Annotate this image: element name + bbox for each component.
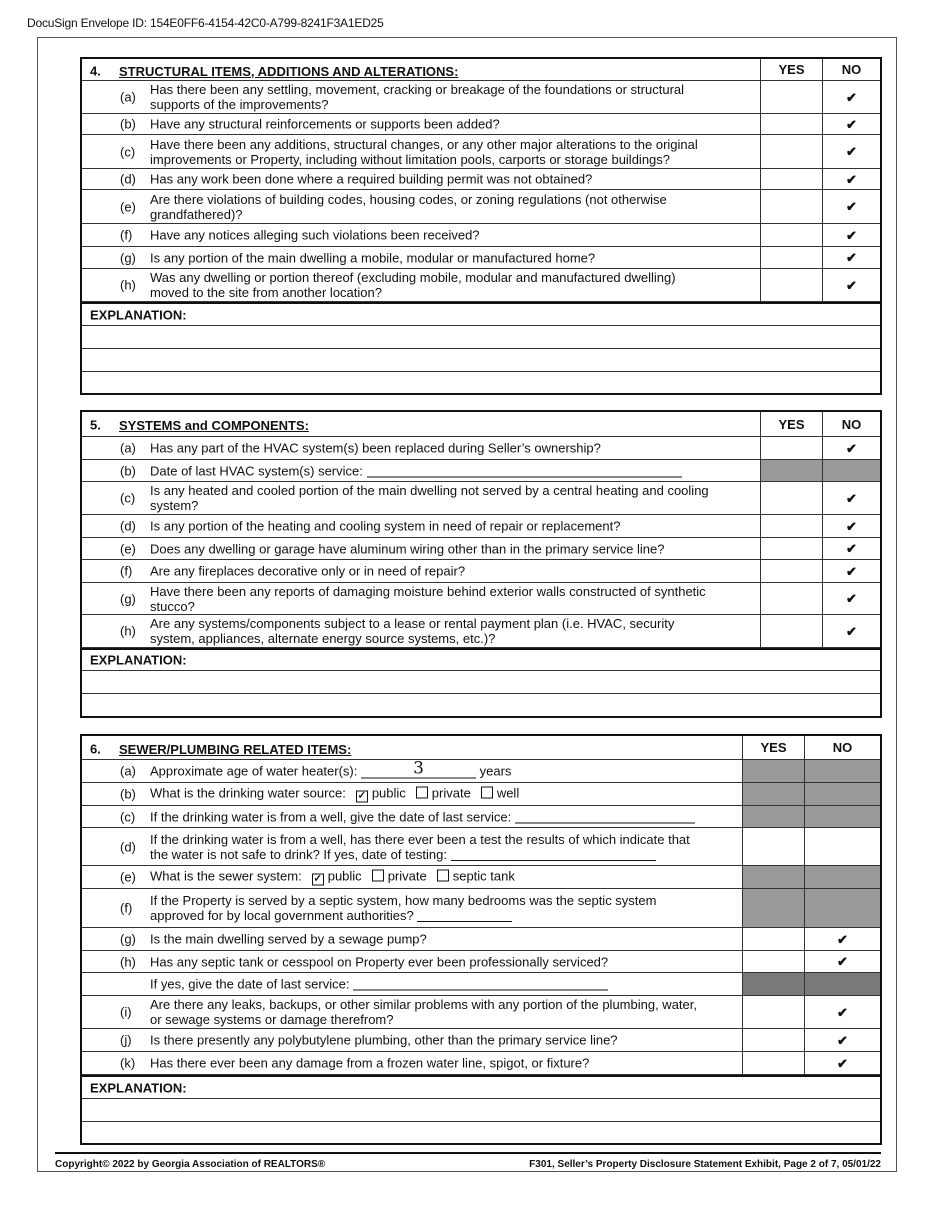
question-text: If the Property is served by a septic system, how many bedrooms was the septic system approved for by local government authorities? xyxy=(150,893,657,923)
fill-in-field[interactable] xyxy=(451,848,656,861)
question-row xyxy=(82,973,880,996)
question-text: Have there been any reports of damaging moisture behind exterior walls constructed of synthetic stucco? xyxy=(150,583,706,614)
no-cell[interactable] xyxy=(822,538,880,559)
no-cell[interactable] xyxy=(822,560,880,582)
section-number: 4. xyxy=(90,62,101,78)
section-title: SEWER/PLUMBING RELATED ITEMS: xyxy=(119,741,352,757)
question-text: Date of last HVAC system(s) service: xyxy=(150,463,682,478)
checkmark-icon: ✔ xyxy=(837,1055,848,1071)
question-row xyxy=(82,190,880,224)
question-row xyxy=(82,615,880,648)
fill-in-field[interactable] xyxy=(515,810,695,823)
question-row xyxy=(82,1052,880,1075)
fill-in-value: 3 xyxy=(413,758,424,779)
yes-cell[interactable] xyxy=(742,828,804,865)
no-cell[interactable] xyxy=(804,1052,880,1074)
question-text: Is the main dwelling served by a sewage pump? xyxy=(150,931,427,947)
no-cell xyxy=(804,973,880,995)
checkmark-icon: ✔ xyxy=(846,199,857,214)
question-letter: (b) xyxy=(120,786,136,802)
yes-cell[interactable] xyxy=(760,437,822,459)
question-row xyxy=(82,269,880,302)
yes-cell[interactable] xyxy=(760,169,822,189)
question-row xyxy=(82,583,880,615)
checkmark-icon: ✔ xyxy=(837,1004,848,1020)
question-text: What is the drinking water source: ✓ public private well xyxy=(150,785,520,802)
question-letter: (a) xyxy=(120,440,136,456)
question-row xyxy=(82,760,880,783)
question-row xyxy=(82,806,880,828)
section-header xyxy=(82,59,880,81)
checkmark-icon: ✔ xyxy=(846,250,857,265)
question-row xyxy=(82,996,880,1029)
question-text: Is any portion of the heating and cooling system in need of repair or replacement? xyxy=(150,518,621,534)
yes-cell: YES xyxy=(742,736,804,759)
checkbox-well[interactable] xyxy=(481,787,493,799)
yes-cell[interactable] xyxy=(760,269,822,301)
yes-cell[interactable] xyxy=(760,615,822,647)
question-letter: (g) xyxy=(120,931,136,947)
question-text: Are there violations of building codes, housing codes, or zoning regulations (not otherwise grandfathered)? xyxy=(150,191,667,222)
no-cell[interactable] xyxy=(822,269,880,301)
no-cell: NO xyxy=(804,736,880,759)
yes-cell[interactable] xyxy=(760,515,822,537)
explanation-label: EXPLANATION: xyxy=(90,307,187,322)
yes-cell[interactable] xyxy=(742,1052,804,1074)
checkmark-icon: ✔ xyxy=(846,89,857,105)
checkbox-public[interactable]: ✓ xyxy=(313,873,322,885)
explanation-label: EXPLANATION: xyxy=(90,652,187,668)
section-title: STRUCTURAL ITEMS, ADDITIONS AND ALTERATIONS: xyxy=(119,63,459,79)
checkbox-septic-tank[interactable] xyxy=(437,870,449,882)
question-letter: (e) xyxy=(120,541,136,556)
checkbox-label: septic tank xyxy=(452,868,515,884)
yes-cell: YES xyxy=(760,412,822,436)
question-text: Does any dwelling or garage have aluminum wiring other than in the primary service line? xyxy=(150,541,665,556)
checkbox-public[interactable]: ✓ xyxy=(357,790,366,802)
fill-in-field[interactable] xyxy=(353,978,608,991)
no-cell: NO xyxy=(822,412,880,436)
checkmark-icon: ✔ xyxy=(846,490,857,506)
question-row xyxy=(82,515,880,538)
envelope-id: DocuSign Envelope ID: 154E0FF6-4154-42C0-A799-8241F3A1ED25 xyxy=(27,16,384,30)
yes-cell[interactable] xyxy=(760,135,822,168)
no-cell[interactable] xyxy=(804,928,880,950)
yes-cell xyxy=(760,460,822,481)
question-row xyxy=(82,247,880,269)
fill-in-field[interactable] xyxy=(367,464,682,477)
explanation-line[interactable] xyxy=(82,694,880,718)
no-cell xyxy=(804,760,880,782)
explanation-line[interactable] xyxy=(82,1122,880,1145)
question-row xyxy=(82,81,880,114)
question-letter: (c) xyxy=(120,144,136,159)
section-title: SYSTEMS and COMPONENTS: xyxy=(119,418,309,433)
checkbox-label: public xyxy=(371,785,406,801)
question-letter: (g) xyxy=(120,250,136,265)
question-letter: (a) xyxy=(120,89,136,105)
question-row xyxy=(82,866,880,889)
no-cell[interactable] xyxy=(822,224,880,246)
no-cell xyxy=(804,889,880,927)
question-letter: (b) xyxy=(120,116,136,132)
yes-cell[interactable] xyxy=(742,928,804,950)
question-row xyxy=(82,437,880,460)
question-row xyxy=(82,928,880,951)
form-id: F301, Seller’s Property Disclosure Statement Exhibit, Page 2 of 7, 05/01/22 xyxy=(529,1159,881,1170)
question-row xyxy=(82,1029,880,1052)
question-row xyxy=(82,828,880,866)
no-cell[interactable] xyxy=(822,81,880,113)
checkbox-label: private xyxy=(387,868,427,884)
question-text: Has there ever been any damage from a frozen water line, spigot, or fixture? xyxy=(150,1055,590,1071)
yes-cell[interactable] xyxy=(760,538,822,559)
question-letter: (e) xyxy=(120,869,136,885)
yes-cell[interactable] xyxy=(760,224,822,246)
yes-cell xyxy=(742,760,804,782)
question-letter: (k) xyxy=(120,1055,136,1071)
question-letter: (i) xyxy=(120,1004,132,1020)
question-letter: (d) xyxy=(120,839,136,854)
yes-cell[interactable] xyxy=(742,996,804,1028)
question-letter: (c) xyxy=(120,490,136,506)
explanation-label-row xyxy=(82,1075,880,1099)
footer-divider xyxy=(55,1152,881,1154)
checkbox-label: well xyxy=(496,785,520,801)
yes-cell[interactable] xyxy=(760,114,822,134)
checkmark-icon: ✔ xyxy=(846,623,857,639)
question-row xyxy=(82,783,880,806)
question-text: Has any septic tank or cesspool on Property ever been professionally serviced? xyxy=(150,954,609,969)
checkmark-icon: ✔ xyxy=(846,116,857,132)
no-cell[interactable] xyxy=(822,169,880,189)
yes-cell[interactable] xyxy=(760,583,822,614)
question-text: Has there been any settling, movement, cracking or breakage of the foundations or structural supports of the improvements? xyxy=(150,82,685,112)
no-cell[interactable] xyxy=(822,615,880,647)
yes-cell[interactable] xyxy=(760,81,822,113)
section-header xyxy=(82,736,880,760)
question-row xyxy=(82,460,880,482)
no-cell[interactable] xyxy=(804,828,880,865)
no-cell: NO xyxy=(822,59,880,80)
no-cell[interactable] xyxy=(804,1029,880,1051)
question-text: Was any dwelling or portion thereof (excluding mobile, modular and manufactured dwelling) moved to the site from another location? xyxy=(150,270,676,300)
checkmark-icon: ✔ xyxy=(846,591,857,606)
question-letter: (g) xyxy=(120,591,136,606)
section-number: 5. xyxy=(90,417,101,433)
question-text: Are any systems/components subject to a lease or rental payment plan (i.e. HVAC, security system, appliances, alternate energy source systems, etc.)? xyxy=(150,616,675,646)
checkbox-label: public xyxy=(327,868,362,884)
question-text: If yes, give the date of last service: xyxy=(150,977,608,992)
question-letter: (h) xyxy=(120,954,136,969)
no-cell[interactable] xyxy=(804,951,880,972)
no-cell[interactable] xyxy=(822,437,880,459)
checkmark-icon: ✔ xyxy=(837,954,848,969)
no-cell xyxy=(804,783,880,805)
no-cell[interactable] xyxy=(822,190,880,223)
question-text: Have there been any additions, structural changes, or any other major alterations to the original improvements or Property, including without limitation pools, carports or storage buildings? xyxy=(150,136,698,167)
question-text: Is any heated and cooled portion of the main dwelling not served by a central heating and cooling system? xyxy=(150,483,709,513)
no-cell[interactable] xyxy=(822,135,880,168)
section-6 xyxy=(80,734,882,1145)
checkmark-icon: ✔ xyxy=(846,277,857,293)
question-letter: (h) xyxy=(120,277,136,293)
yes-cell xyxy=(742,866,804,888)
question-letter: (j) xyxy=(120,1032,132,1048)
question-letter: (f) xyxy=(120,563,133,579)
no-cell[interactable] xyxy=(822,515,880,537)
section-header xyxy=(82,412,880,437)
question-letter: (h) xyxy=(120,623,136,639)
question-letter: (f) xyxy=(120,900,133,916)
question-text: Have any structural reinforcements or supports been added? xyxy=(150,116,500,132)
unit-label: years xyxy=(479,763,512,779)
no-cell[interactable] xyxy=(822,583,880,614)
section-5 xyxy=(80,410,882,718)
question-text: Are there any leaks, backups, or other similar problems with any portion of the plumbing, water, or sewage systems or damage therefrom? xyxy=(150,997,697,1027)
explanation-line[interactable] xyxy=(82,1099,880,1122)
no-cell xyxy=(804,866,880,888)
checkmark-icon: ✔ xyxy=(846,563,857,579)
no-cell xyxy=(804,806,880,827)
explanation-line[interactable] xyxy=(82,372,880,395)
question-text: Is there presently any polybutylene plumbing, other than the primary service line? xyxy=(150,1032,618,1048)
copyright: Copyright© 2022 by Georgia Association of REALTORS® xyxy=(55,1159,326,1170)
question-text: If the drinking water is from a well, give the date of last service: xyxy=(150,809,695,824)
question-letter: (d) xyxy=(120,171,136,187)
question-text: Has any part of the HVAC system(s) been replaced during Seller’s ownership? xyxy=(150,440,601,456)
yes-cell[interactable] xyxy=(742,951,804,972)
checkmark-icon: ✔ xyxy=(846,227,857,243)
explanation-line[interactable] xyxy=(82,349,880,372)
question-row xyxy=(82,224,880,247)
question-text: Is any portion of the main dwelling a mobile, modular or manufactured home? xyxy=(150,250,596,265)
no-cell[interactable] xyxy=(822,247,880,268)
question-row xyxy=(82,951,880,973)
question-text: Have any notices alleging such violations been received? xyxy=(150,227,480,243)
checkmark-icon: ✔ xyxy=(846,144,857,159)
question-text: Are any fireplaces decorative only or in need of repair? xyxy=(150,563,466,579)
explanation-label-row xyxy=(82,302,880,326)
checkbox-private[interactable] xyxy=(416,787,428,799)
question-row xyxy=(82,482,880,515)
yes-cell[interactable] xyxy=(760,482,822,514)
yes-cell: YES xyxy=(760,59,822,80)
checkmark-icon: ✔ xyxy=(837,1032,848,1048)
question-row xyxy=(82,169,880,190)
no-cell[interactable] xyxy=(804,996,880,1028)
explanation-line[interactable] xyxy=(82,671,880,694)
question-letter: (c) xyxy=(120,809,136,824)
yes-cell xyxy=(742,973,804,995)
question-letter: (b) xyxy=(120,463,136,478)
yes-cell xyxy=(742,806,804,827)
checkmark-icon: ✔ xyxy=(846,440,857,456)
yes-cell[interactable] xyxy=(760,560,822,582)
no-cell xyxy=(822,460,880,481)
explanation-line[interactable] xyxy=(82,326,880,349)
section-4 xyxy=(80,57,882,395)
question-row xyxy=(82,135,880,169)
question-text: Has any work been done where a required building permit was not obtained? xyxy=(150,171,593,187)
checkmark-icon: ✔ xyxy=(846,541,857,556)
explanation-label-row xyxy=(82,648,880,671)
question-row xyxy=(82,889,880,928)
question-text: If the drinking water is from a well, has there ever been a test the results of which indicate that the water is not safe to drink? If yes, date of testing: xyxy=(150,831,690,862)
checkmark-icon: ✔ xyxy=(837,931,848,947)
checkmark-icon: ✔ xyxy=(846,171,857,187)
question-letter: (f) xyxy=(120,227,133,243)
yes-cell[interactable] xyxy=(760,190,822,223)
question-row xyxy=(82,560,880,583)
checkmark-icon: ✔ xyxy=(846,518,857,534)
explanation-label: EXPLANATION: xyxy=(90,1080,187,1095)
yes-cell[interactable] xyxy=(760,247,822,268)
fill-in-field[interactable] xyxy=(361,758,476,779)
question-letter: (e) xyxy=(120,199,136,214)
question-text: Approximate age of water heater(s): 3 years xyxy=(150,758,512,779)
fill-in-field[interactable] xyxy=(417,909,512,922)
yes-cell xyxy=(742,889,804,927)
no-cell[interactable] xyxy=(822,114,880,134)
section-number: 6. xyxy=(90,740,101,756)
yes-cell[interactable] xyxy=(742,1029,804,1051)
checkbox-label: private xyxy=(431,785,471,801)
question-text: What is the sewer system: ✓ public private septic tank xyxy=(150,868,515,885)
yes-cell xyxy=(742,783,804,805)
question-letter: (d) xyxy=(120,518,136,534)
question-row xyxy=(82,114,880,135)
question-letter: (a) xyxy=(120,763,136,779)
question-row xyxy=(82,538,880,560)
no-cell[interactable] xyxy=(822,482,880,514)
checkbox-private[interactable] xyxy=(372,870,384,882)
